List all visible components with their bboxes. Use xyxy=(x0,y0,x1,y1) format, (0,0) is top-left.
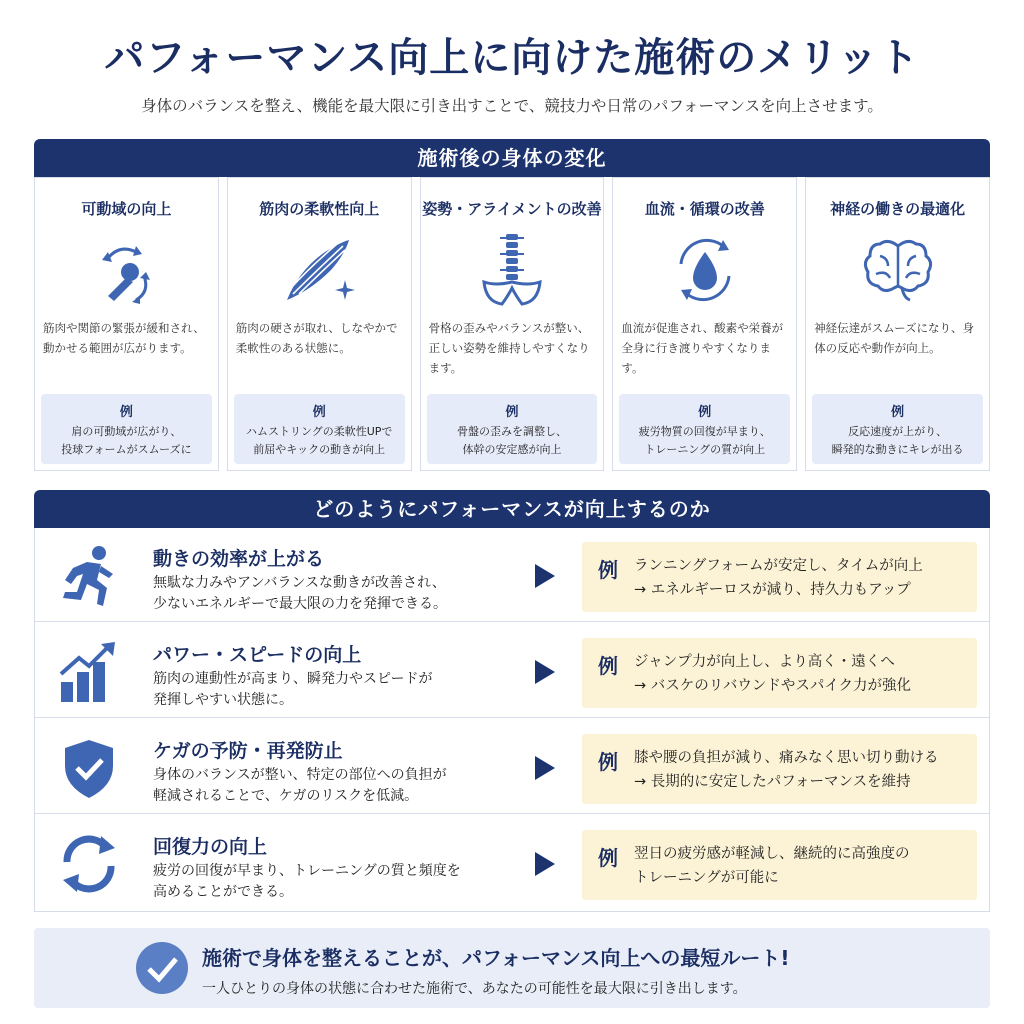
arrow-right-icon xyxy=(535,564,555,588)
example-text xyxy=(634,650,911,698)
example-line: 骨盤の歪みを調整し、 xyxy=(456,425,567,438)
card-title: 神経の働きの最適化 xyxy=(830,200,966,218)
card-example xyxy=(234,394,405,464)
example-line: トレーニングが可能に xyxy=(634,870,779,886)
card-example xyxy=(619,394,790,464)
example-label: 例 xyxy=(505,405,519,420)
brain-icon xyxy=(858,230,938,310)
example-line: ランニングフォームが安定し、タイムが向上 xyxy=(634,558,923,574)
example-line: → バスケのリバウンドやスパイク力が強化 xyxy=(634,678,912,694)
row-description xyxy=(153,669,523,711)
card-description: 筋肉の硬さが取れ、しなやかで柔軟性のある状態に。 xyxy=(235,321,398,355)
example-text xyxy=(634,746,939,794)
row-description-line: 発揮しやすい状態に。 xyxy=(153,692,293,708)
card-title: 血流・循環の改善 xyxy=(644,200,765,218)
arrow-right-icon xyxy=(535,756,555,780)
runner-icon xyxy=(57,544,121,608)
row-title: パワー・スピードの向上 xyxy=(153,644,362,666)
example-line: → エネルギーロスが減り、持久力もアップ xyxy=(634,582,911,598)
card-title: 筋肉の柔軟性向上 xyxy=(259,200,380,218)
performance-rows xyxy=(34,528,990,912)
card-example xyxy=(41,394,212,464)
recovery-cycle-icon xyxy=(57,832,121,896)
row-description-line: 少ないエネルギーで最大限の力を発揮できる。 xyxy=(153,596,447,612)
example-line: 投球フォームがスムーズに xyxy=(61,443,192,456)
example-label: 例 xyxy=(598,558,618,582)
section2-heading: どのようにパフォーマンスが向上するのか xyxy=(34,490,990,528)
card-example xyxy=(427,394,598,464)
row-example xyxy=(582,542,977,612)
example-line: 膝や腰の負担が減り、痛みなく思い切り動ける xyxy=(634,750,939,766)
row-power-speed xyxy=(35,624,989,718)
row-description-line: 軽減されることで、ケガのリスクを低減。 xyxy=(153,788,419,804)
arrow-right-icon xyxy=(535,660,555,684)
example-line: 疲労物質の回復が早まり、 xyxy=(638,425,771,438)
page-subtitle: 身体のバランスを整え、機能を最大限に引き出すことで、競技力や日常のパフォーマンスを向上させます。 xyxy=(141,97,883,115)
example-line: 体幹の安定感が向上 xyxy=(462,443,562,456)
example-text xyxy=(634,554,923,602)
card-title: 可動域の向上 xyxy=(81,200,172,218)
spine-pelvis-icon xyxy=(472,230,552,310)
example-line: 肩の可動域が広がり、 xyxy=(71,425,182,438)
shield-check-icon xyxy=(57,736,121,800)
row-description-line: 高めることができる。 xyxy=(153,884,293,900)
row-title: 回復力の向上 xyxy=(153,836,268,858)
example-line: → 長期的に安定したパフォーマンスを維持 xyxy=(634,774,911,790)
row-description-line: 無駄な力みやアンバランスな動きが改善され、 xyxy=(153,575,446,591)
example-label: 例 xyxy=(891,405,905,420)
card-example xyxy=(812,394,983,464)
card-muscle-flexibility xyxy=(227,177,412,471)
row-description xyxy=(153,573,523,615)
card-description: 筋肉や関節の緊張が緩和され、動かせる範囲が広がります。 xyxy=(43,321,205,355)
blood-drop-cycle-icon xyxy=(665,230,745,310)
example-label: 例 xyxy=(698,405,712,420)
card-nerve-function xyxy=(805,177,990,471)
row-description xyxy=(153,861,523,903)
example-line: ジャンプ力が向上し、より高く・遠くへ xyxy=(634,654,895,670)
example-line: 前屈やキックの動きが向上 xyxy=(253,443,386,456)
growth-chart-icon xyxy=(57,640,121,704)
row-example xyxy=(582,638,977,708)
card-posture-alignment xyxy=(420,177,605,471)
row-example xyxy=(582,830,977,900)
card-description: 骨格の歪みやバランスが整い、正しい姿勢を維持しやすくなります。 xyxy=(428,321,590,375)
page-title: パフォーマンス向上に向けた施術のメリット xyxy=(104,34,920,81)
row-example xyxy=(582,734,977,804)
row-injury-prevention xyxy=(35,720,989,814)
example-label: 例 xyxy=(312,405,326,420)
example-label: 例 xyxy=(119,405,133,420)
example-line: 反応速度が上がり、 xyxy=(848,425,948,438)
muscle-fiber-icon xyxy=(279,230,359,310)
footer-subtitle: 一人ひとりの身体の状態に合わせた施術で、あなたの可能性を最大限に引き出します。 xyxy=(202,981,747,997)
example-label: 例 xyxy=(598,846,618,870)
row-recovery xyxy=(35,816,989,910)
arrow-right-icon xyxy=(535,852,555,876)
row-description xyxy=(153,765,523,807)
example-line: 瞬発的な動きにキレが出る xyxy=(831,443,964,456)
section1-heading: 施術後の身体の変化 xyxy=(34,139,990,177)
example-line: 翌日の疲労感が軽減し、継続的に高強度の xyxy=(634,846,910,862)
check-circle-icon xyxy=(134,940,190,996)
card-title: 姿勢・アライメントの改善 xyxy=(422,200,602,218)
row-movement-efficiency xyxy=(35,528,989,622)
card-range-of-motion xyxy=(34,177,219,471)
example-line: ハムストリングの柔軟性UPで xyxy=(245,425,393,438)
row-description-line: 疲労の回復が早まり、トレーニングの質と頻度を xyxy=(153,863,461,879)
row-title: 動きの効率が上がる xyxy=(153,548,325,570)
footer-title: 施術で身体を整えることが、パフォーマンス向上への最短ルート! xyxy=(202,946,790,970)
card-description: 血流が促進され、酸素や栄養が全身に行き渡りやすくなります。 xyxy=(621,321,784,375)
example-text xyxy=(634,842,910,890)
joint-rotation-icon xyxy=(86,230,166,310)
footer-banner xyxy=(34,928,990,1008)
card-description: 神経伝達がスムーズになり、身体の反応や動作が向上。 xyxy=(814,321,975,355)
example-label: 例 xyxy=(598,654,618,678)
row-description-line: 身体のバランスが整い、特定の部位への負担が xyxy=(153,767,447,783)
example-line: トレーニングの質が向上 xyxy=(644,443,766,456)
card-blood-circulation xyxy=(612,177,797,471)
row-title: ケガの予防・再発防止 xyxy=(153,740,343,762)
row-description-line: 筋肉の連動性が高まり、瞬発力やスピードが xyxy=(153,671,433,687)
example-label: 例 xyxy=(598,750,618,774)
change-cards xyxy=(34,177,990,471)
